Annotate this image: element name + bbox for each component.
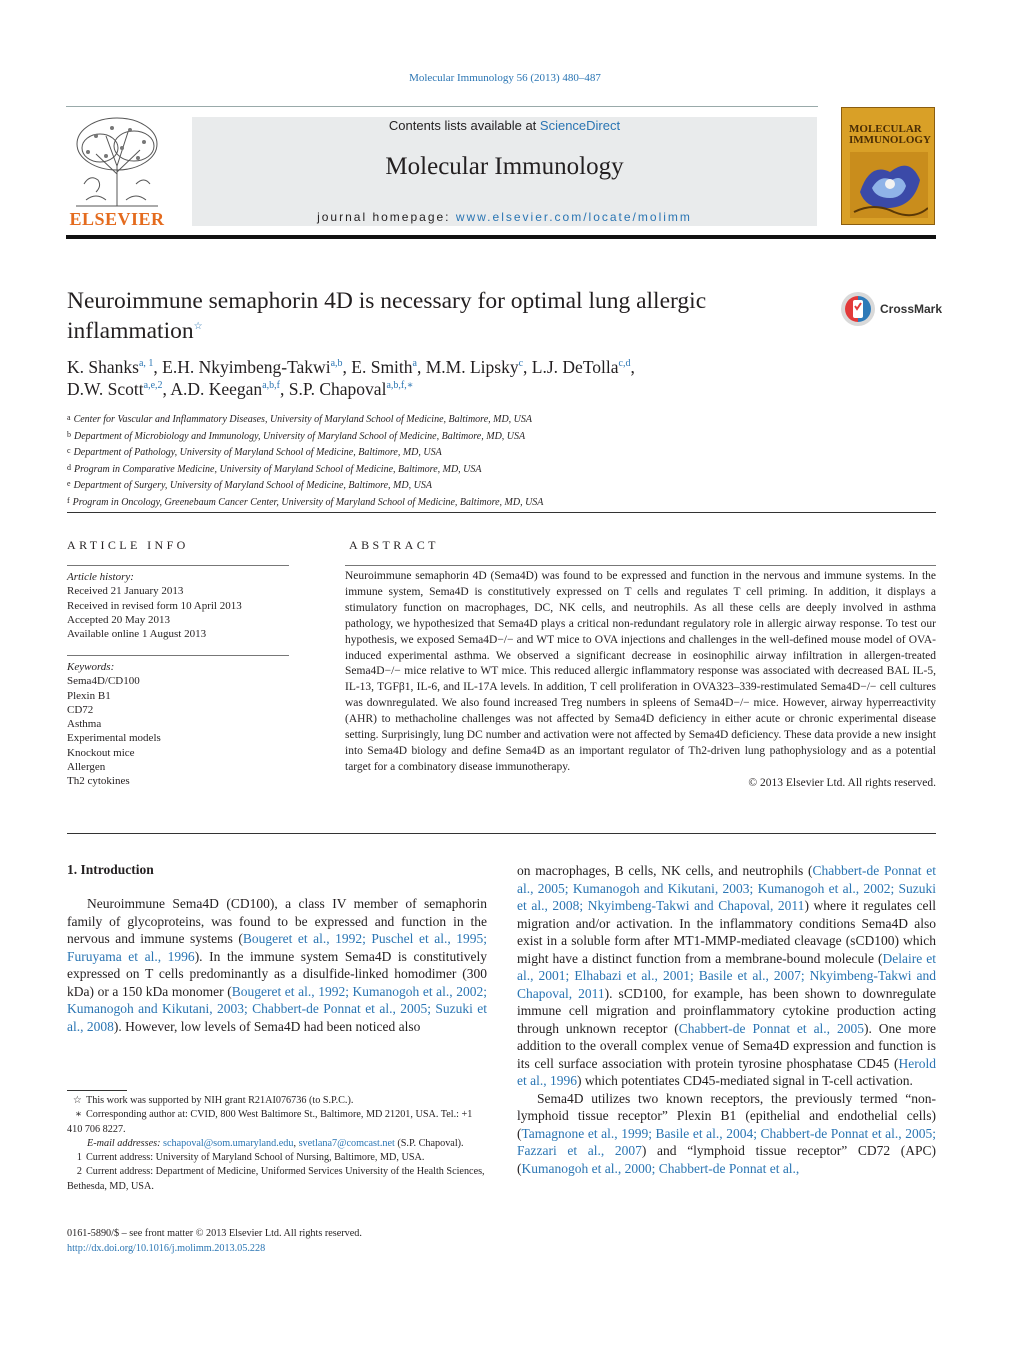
history-item: Accepted 20 May 2013 [67,613,170,626]
article-info-heading: ARTICLE INFO [67,538,189,552]
author-affiliation-sup[interactable]: a,b,f [262,380,280,392]
author-affiliation-sup[interactable]: a,e,2 [143,380,163,392]
affiliation-item [67,477,937,494]
citation-link[interactable]: Bougeret et al., 1992; Kumanogoh et al., 2002; Kumanogoh and Kikutani, 2003; Chabbert-de Ponnat et al., 2005; Suzuki et al., 2008 [67,983,488,1034]
affiliation-label: f [67,495,70,505]
email-label: E-mail addresses: [87,1137,161,1149]
keyword-item: Plexin B1 [67,689,111,702]
author: S.P. Chapoval [288,379,387,399]
contents-line [192,118,817,133]
author-list: K. Shanks$^{a, 1}$, E.H. Nkyimbeng-Takwi$^{a,b}$, E. Smith$^a$, M.M. Lipsky$^c$, L.J. DeTolla$^{c,d}$, D.W. Scott$^{a,e,2}$, A.D. Keegan$^{a,b,f}$, S.P. Chapoval$^{a,b,f,∗}$ [67,357,635,399]
citation-link[interactable]: Chabbert-de Ponnat et al., 2005 [678,1020,864,1036]
header-rule [66,235,936,239]
publisher-name: ELSEVIER [69,209,165,229]
text-run: ). In the immune system Sema4D is constitutively expressed on T cells predominantly as a disulfide-linked homodimer (300 kDa) or a 150 kDa monomer ( [67,948,487,999]
abstract-rule [345,565,936,566]
citation-link[interactable]: Chabbert-de Ponnat et al., 2005; Kumanogoh and Kikutani, 2003; Kumanogoh et al., 2002; Suzuki et al., 2008; Nkyimbeng-Takwi and Chapoval, 2011 [517,863,936,913]
text-run: on macrophages, B cells, NK cells, and neutrophils ( [517,863,813,878]
paragraph [517,1090,936,1178]
affiliation-text: Program in Oncology, Greenebaum Cancer Center, University of Maryland School of Medicine, Baltimore, MD, USA [72,496,544,508]
text-run: Neuroimmune Sema4D (CD100), a class IV member of semaphorin family of glycoproteins, was found to be expressed and function in the nervous and immune systems ( [67,896,487,946]
abstract-text: Neuroimmune semaphorin 4D (Sema4D) was found to be expressed and function in the nervous and immune systems. In the immune system, Sema4D is constitutively expressed on T cells and regulates T cell priming. In addition, it displays a stimulatory function on macrophages, DC, NK cells, and neutrophils. As all these cells are deeply involved in asthma pathology, we hypothesized that Sema4D plays a critical non-redundant regulatory role in allergic airway response. To test our hypothesis, we exposed Sema4D−/− and WT mice to OVA injections and challenges in the well-defined mouse model of OVA-induced experimental asthma. We observed a significant decrease in eosinophilic airway infiltration in allergen-treated Sema4D−/− mice relative to WT mice. This reduced allergic inflammatory response was associated with decreased BAL IL-5, IL-13, TGFβ1, IL-6, and IL-17A levels. In addition, T cell proliferation in OVA323–339-restimulated Sema4D−/− cell cultures was downregulated. We also found increased Treg numbers in spleens of Sema4D−/− mice. However, airway hyperreactivity (AHR) to methacholine challenges was not affected by Sema4D deficiency in either acute or chronic experimental disease setting. Surprisingly, lung DC number and activation were not affected by Sema4D deficiency. These data provide a new insight into Sema4D biology and define Sema4D as an important regulator of Th2-driven lung pathophysiology and as a potential target for a combinatory disease immunotherapy. [345,570,936,773]
keyword-item: Allergen [67,761,106,774]
keyword-list [67,660,289,789]
footnote [67,1108,487,1137]
article-history [67,570,289,641]
email-link[interactable]: schapoval@som.umaryland.edu [163,1137,294,1149]
abstract-heading: ABSTRACT [349,538,439,552]
author: A.D. Keegan [170,379,263,399]
paragraph [67,895,487,1035]
text-run: ). sCD100, for example, has been shown to downregulate immune cell migration and proinflammatory cytokine production acting through unknown receptor ( [517,985,936,1036]
author: D.W. Scott [67,379,144,399]
citation-link[interactable]: Tamagnone et al., 1999; Basile et al., 2004; Chabbert-de Ponnat et al., 2005; Fazzari et al., 2007 [517,1125,936,1158]
article-title-text: Neuroimmune semaphorin 4D is necessary for optimal lung allergic inflammation [67,288,707,344]
footnote [67,1094,487,1108]
body-column-left [67,895,487,1035]
article-title [67,286,807,346]
citation-link[interactable]: Herold et al., 1996 [517,1055,936,1088]
text-run: ) which potentiates CD45-mediated signal in T-cell activation. [577,1073,913,1088]
citation-link[interactable]: Delaire et al., 2001; Elhabazi et al., 2001; Basile et al., 2007; Nkyimbeng-Takwi and Chapoval, 2011 [517,950,936,1001]
footnote-rule [67,1090,127,1091]
affiliation-label: c [67,446,71,455]
cover-title: MOLECULAR IMMUNOLOGY [849,123,931,146]
affiliation-item [67,494,937,511]
cover-illustration-icon [850,152,928,218]
affiliation-text: Department of Pathology, University of Maryland School of Medicine, Baltimore, MD, USA [73,447,442,458]
author: K. Shanks [67,357,139,377]
crossmark-badge[interactable] [840,291,943,327]
author-affiliation-sup[interactable]: a, 1 [138,358,154,370]
text-run: ). However, low levels of Sema4D had been noticed also [113,1018,421,1034]
history-item: Received in revised form 10 April 2013 [67,599,242,612]
affiliation-item [67,411,937,428]
crossmark-label: CrossMark [880,302,943,316]
footnote-mark: ☆ [72,1095,82,1106]
doi-link[interactable]: http://dx.doi.org/10.1016/j.molimm.2013.05.228 [67,1243,266,1254]
keyword-item: Th2 cytokines [67,775,130,788]
journal-homepage [192,210,817,224]
affiliation-item [67,461,937,478]
affiliation-text: Program in Comparative Medicine, University of Maryland School of Medicine, Baltimore, MD, USA [74,463,482,475]
footnote [67,1151,487,1165]
text-run: Sema4D utilizes two known receptors, the previously termed “non-lymphoid tissue receptor” Plexin B1 (epithelial and endothelial cells) ( [517,1090,936,1141]
header-thin-rule [66,106,818,107]
author-affiliation-sup[interactable]: a [412,358,417,370]
section-heading-introduction: 1. Introduction [67,862,154,877]
text-run: ) and “lymphoid tissue receptor” CD72 (APC)( [517,1143,936,1176]
citation-link[interactable]: Bougeret et al., 1992; Puschel et al., 1995; Furuyama et al., 1996 [67,931,487,964]
journal-cover[interactable] [841,107,935,225]
affiliation-list [67,411,937,510]
affiliation-label: b [67,429,71,439]
footnote-mark: 1 [76,1152,82,1164]
author: L.J. DeTolla [531,357,619,377]
elsevier-logo[interactable] [66,114,168,230]
affiliation-item [67,428,937,445]
keyword-item: CD72 [67,703,94,716]
history-label: Article history: [67,571,134,583]
keyword-item: Knockout mice [67,746,135,759]
footnotes [67,1094,487,1194]
author: E. Smith [351,357,413,377]
footnote [67,1165,487,1194]
author: M.M. Lipsky [425,357,519,377]
text-run: ). One more addition to the overall complex venue of Sema4D expression and function is its cell surface association with protein tyrosine phosphatase CD45 ( [517,1020,936,1071]
author-affiliation-sup[interactable]: c,d [618,358,631,370]
homepage-link[interactable]: www.elsevier.com/locate/molimm [455,210,692,224]
affiliation-label: e [67,479,71,488]
author-affiliation-sup[interactable]: a,b [330,358,343,370]
article-info-rule [67,565,289,566]
contents-prefix: Contents lists available at [388,118,540,133]
section-divider [67,833,936,834]
affiliation-text: Department of Microbiology and Immunology, University of Maryland School of Medicine, Baltimore, MD, USA [74,430,526,442]
footnote-emails [67,1137,487,1151]
history-item: Received 21 January 2013 [67,585,184,598]
footnote-text: Current address: University of Maryland School of Nursing, Baltimore, MD, USA. [86,1152,425,1164]
author-affiliation-sup[interactable]: c [518,358,524,370]
footnote-mark: 2 [76,1166,82,1178]
affiliation-label: a [67,413,71,422]
affiliation-item [67,444,937,461]
title-footnote-mark[interactable]: ☆ [193,321,203,333]
abstract [345,569,936,792]
citation-link[interactable]: Kumanogoh et al., 2000; Chabbert-de Ponnat et al., [521,1160,800,1176]
footnote-text: Current address: Department of Medicine, Uniformed Services University of the Health Sciences, Bethesda, MD, USA. [67,1166,485,1192]
affiliation-text: Center for Vascular and Inflammatory Diseases, University of Maryland School of Medicine, Baltimore, MD, USA [73,414,533,425]
homepage-prefix: journal homepage: [317,210,456,224]
issn-block [67,1226,362,1256]
footnote-mark: ∗ [75,1109,82,1121]
body-column-right [517,862,936,1177]
keyword-item: Sema4D/CD100 [67,675,140,688]
text-run: ) where it regulates cell migration and/or activation. In the inflammatory conditions Sema4D also exist in a soluble form after MT1-MMP-mediated cleavage (sCD100) which might have a distinct function from a membrane-bound molecule ( [517,898,936,966]
keywords-rule [67,655,289,656]
journal-citation[interactable]: Molecular Immunology 56 (2013) 480–487 [409,72,601,84]
keyword-item: Experimental models [67,732,161,745]
journal-masthead [192,117,817,226]
footnote-text: Corresponding author at: CVID, 800 West Baltimore St., Baltimore, MD 21201, USA. Tel.: +1 410 706 8227. [67,1109,473,1135]
history-item: Available online 1 August 2013 [67,628,207,641]
text-run: (S.P. Chapoval). [394,1137,464,1149]
email-link[interactable]: svetlana7@comcast.net [298,1137,395,1149]
footnote-text: This work was supported by NIH grant R21AI076736 (to S.P.C.). [86,1095,354,1106]
crossmark-icon [840,291,876,327]
author: E.H. Nkyimbeng-Takwi [162,357,331,377]
issn-line: 0161-5890/$ – see front matter © 2013 Elsevier Ltd. All rights reserved. [67,1228,362,1239]
sciencedirect-link[interactable]: ScienceDirect [539,118,621,133]
text-run: , [293,1137,299,1149]
affiliation-text: Department of Surgery, University of Maryland School of Medicine, Baltimore, MD, USA [73,480,432,491]
section-divider [67,512,936,513]
keywords-label: Keywords: [67,661,115,673]
paragraph [517,862,936,1090]
author-affiliation-sup[interactable]: a,b,f,∗ [386,380,414,392]
journal-name: Molecular Immunology [385,153,624,180]
elsevier-tree-icon [66,114,168,210]
affiliation-label: d [67,462,71,472]
keyword-item: Asthma [67,718,102,731]
copyright: © 2013 Elsevier Ltd. All rights reserved. [748,776,936,789]
